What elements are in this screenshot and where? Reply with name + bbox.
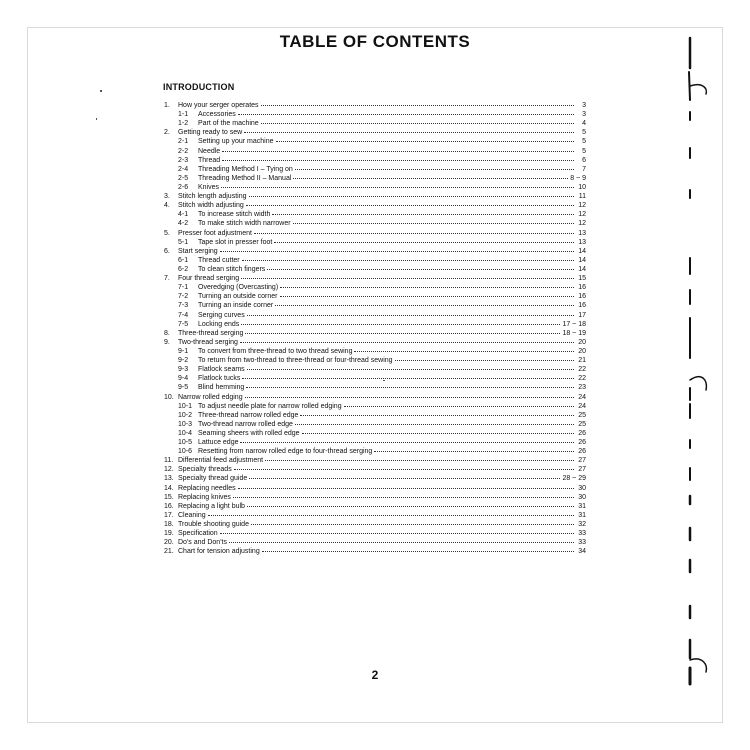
dot-leader: [251, 520, 574, 525]
dot-leader: [245, 393, 574, 398]
entry-page: 12: [578, 220, 586, 228]
dot-leader: [240, 438, 574, 443]
entry-page: 12: [578, 202, 586, 210]
entry-page: 7: [582, 165, 586, 173]
entry-page: 32: [578, 521, 586, 529]
entry-page: 31: [578, 502, 586, 510]
dot-leader: [280, 283, 574, 288]
toc-subentry: [164, 438, 586, 447]
toc-entry: [164, 128, 586, 137]
dot-leader: [241, 274, 574, 279]
entry-label: Tape slot in presser foot: [198, 238, 273, 246]
dot-leader: [234, 465, 574, 470]
toc-entry: [164, 229, 586, 238]
subentry-number: 9-4: [178, 375, 189, 383]
speck-mark: [96, 118, 97, 120]
dot-leader: [295, 165, 574, 170]
entry-label: Threading Method II – Manual: [198, 174, 292, 182]
entry-page: 8 ~ 9: [570, 174, 586, 182]
subentry-number: 2-1: [178, 138, 189, 146]
dot-leader: [220, 529, 574, 534]
page-title: TABLE OF CONTENTS: [279, 32, 471, 51]
entry-label: Stitch width adjusting: [178, 202, 244, 210]
subentry-number: 1-1: [178, 111, 189, 119]
dot-leader: [208, 511, 574, 516]
entry-page: 21: [578, 357, 586, 365]
dot-leader: [302, 429, 574, 434]
toc-subentry: [164, 420, 586, 429]
dot-leader: [233, 493, 574, 498]
entry-label: Setting up your machine: [198, 138, 274, 146]
entry-page: 5: [582, 147, 586, 155]
entry-page: 14: [578, 256, 586, 264]
subentry-number: 9-5: [178, 384, 189, 392]
dot-leader: [395, 356, 574, 361]
entry-page: 34: [578, 548, 586, 556]
dot-leader: [295, 420, 574, 425]
entry-label: Part of the machine: [198, 120, 259, 128]
entry-label: Thread cutter: [198, 256, 240, 264]
dot-leader: [238, 110, 574, 115]
entry-label: Specialty thread guide: [178, 475, 248, 483]
subentry-number: 7-3: [178, 302, 189, 310]
toc-subentry: [164, 283, 586, 292]
entry-label: Three-thread narrow rolled edge: [198, 411, 299, 419]
entry-page: 22: [578, 366, 586, 374]
dot-leader: [262, 547, 574, 552]
subentry-number: 7-4: [178, 311, 189, 319]
dot-leader: [246, 201, 574, 206]
toc-entry: [164, 201, 586, 210]
dot-leader: [242, 256, 574, 261]
entry-page: 25: [578, 420, 586, 428]
entry-number: 3.: [164, 193, 170, 201]
subentry-number: 7-5: [178, 320, 189, 328]
dot-leader: [274, 238, 574, 243]
entry-page: 22: [578, 375, 586, 383]
toc-subentry: [164, 292, 586, 301]
entry-number: 10.: [164, 393, 174, 401]
dot-leader: [247, 502, 574, 507]
entry-label: Blind hemming: [198, 384, 245, 392]
entry-page: 27: [578, 457, 586, 465]
entry-label: To convert from three-thread to two thread sewing: [198, 347, 353, 355]
subentry-number: 6-2: [178, 265, 189, 273]
dot-leader: [261, 119, 574, 124]
entry-label: Knives: [198, 183, 220, 191]
subentry-number: 2-2: [178, 147, 189, 155]
entry-number: 20.: [164, 539, 174, 547]
entry-label: To return from two-thread to three-thread or four-thread sewing: [198, 357, 393, 365]
dot-leader: [275, 301, 574, 306]
speck-mark: [100, 90, 102, 92]
dot-leader: [222, 156, 574, 161]
subentry-number: 1-2: [178, 120, 189, 128]
entry-number: 11.: [164, 457, 174, 465]
subentry-number: 4-2: [178, 220, 189, 228]
entry-label: To increase stitch width: [198, 211, 271, 219]
entry-page: 26: [578, 439, 586, 447]
entry-number: 17.: [164, 511, 174, 519]
toc-entry: [164, 520, 586, 529]
dot-leader: [241, 320, 560, 325]
entry-page: 14: [578, 247, 586, 255]
entry-label: How your serger operates: [178, 102, 259, 109]
dot-leader: [300, 411, 574, 416]
entry-label: Flatlock tucks: [198, 375, 241, 383]
dot-leader: [293, 174, 568, 179]
entry-number: 18.: [164, 521, 174, 529]
dot-leader: [249, 192, 575, 197]
toc-subentry: [164, 174, 586, 183]
entry-page: 17 ~ 18: [562, 320, 586, 328]
entry-page: 14: [578, 265, 586, 273]
entry-number: 9.: [164, 338, 170, 346]
subentry-number: 10-6: [178, 448, 193, 456]
entry-label: Threading Method I – Tying on: [198, 165, 293, 173]
dot-leader: [344, 402, 574, 407]
subentry-number: 6-1: [178, 256, 189, 264]
dot-leader: [272, 210, 574, 215]
entry-page: 3: [582, 111, 586, 119]
entry-label: Replacing a light bulb: [178, 502, 245, 510]
subentry-number: 2-6: [178, 183, 189, 191]
entry-page: 30: [578, 493, 586, 501]
entry-number: 12.: [164, 466, 174, 474]
entry-page: 25: [578, 411, 586, 419]
toc-subentry: [164, 165, 586, 174]
speck-mark: [383, 380, 385, 381]
toc-entry: [164, 484, 586, 493]
toc-subentry: [164, 356, 586, 365]
entry-number: 21.: [164, 548, 174, 556]
toc-subentry: [164, 411, 586, 420]
entry-label: Overedging (Overcasting): [198, 284, 279, 292]
entry-label: Differential feed adjustment: [178, 457, 264, 465]
dot-leader: [238, 484, 574, 489]
toc-subentry: [164, 365, 586, 374]
entry-label: Replacing knives: [178, 493, 231, 501]
entry-page: 33: [578, 530, 586, 538]
subentry-number: 2-5: [178, 174, 189, 182]
toc-subentry: [164, 210, 586, 219]
entry-page: 16: [578, 302, 586, 310]
toc-entry: [164, 538, 586, 547]
dot-leader: [265, 456, 574, 461]
entry-label: Stitch length adjusting: [178, 193, 247, 201]
section-heading: INTRODUCTION: [163, 82, 235, 92]
subentry-number: 9-1: [178, 347, 189, 355]
dot-leader: [245, 329, 560, 334]
toc-entry: [164, 101, 586, 110]
toc-subentry: [164, 320, 586, 329]
toc-subentry: [164, 183, 586, 192]
entry-label: Locking ends: [198, 320, 240, 328]
entry-label: Presser foot adjustment: [178, 229, 252, 237]
toc-subentry: [164, 265, 586, 274]
dot-leader: [267, 265, 574, 270]
toc-subentry: [164, 119, 586, 128]
manual-page: [27, 27, 723, 723]
entry-number: 7.: [164, 275, 170, 283]
entry-number: 2.: [164, 129, 170, 137]
entry-page: 3: [582, 102, 586, 109]
entry-label: Resetting from narrow rolled edge to four-thread serging: [198, 448, 373, 456]
toc-entry: [164, 529, 586, 538]
entry-label: To clean stitch fingers: [198, 265, 266, 273]
dot-leader: [374, 447, 574, 452]
entry-page: 30: [578, 484, 586, 492]
entry-label: Specialty threads: [178, 466, 232, 474]
entry-label: Specification: [178, 530, 218, 538]
toc-subentry: [164, 238, 586, 247]
toc-subentry: [164, 137, 586, 146]
entry-page: 10: [578, 183, 586, 191]
toc-entry: [164, 274, 586, 283]
entry-page: 23: [578, 384, 586, 392]
entry-label: Two-thread narrow rolled edge: [198, 420, 293, 428]
toc-subentry: [164, 429, 586, 438]
dot-leader: [354, 347, 574, 352]
toc-entry: [164, 474, 586, 483]
dot-leader: [293, 219, 574, 224]
dot-leader: [280, 292, 574, 297]
entry-page: 27: [578, 466, 586, 474]
entry-page: 20: [578, 338, 586, 346]
subentry-number: 10-4: [178, 429, 193, 437]
page-number: 2: [371, 668, 379, 682]
entry-label: Thread: [198, 156, 221, 164]
subentry-number: 7-2: [178, 293, 189, 301]
dot-leader: [222, 147, 574, 152]
dot-leader: [220, 247, 574, 252]
toc-subentry: [164, 147, 586, 156]
subentry-number: 10-5: [178, 439, 193, 447]
dot-leader: [229, 538, 574, 543]
entry-number: 4.: [164, 202, 170, 210]
toc-subentry: [164, 156, 586, 165]
entry-number: 15.: [164, 493, 174, 501]
toc-entry: [164, 493, 586, 502]
subentry-number: 5-1: [178, 238, 189, 246]
entry-label: Narrow rolled edging: [178, 393, 243, 401]
subentry-number: 10-1: [178, 402, 193, 410]
entry-label: Needle: [198, 147, 221, 155]
subentry-number: 10-2: [178, 411, 193, 419]
subentry-number: 2-4: [178, 165, 189, 173]
entry-label: To make stitch width narrower: [198, 220, 291, 228]
entry-label: Three-thread serging: [178, 329, 244, 337]
entry-label: Do's and Don'ts: [178, 539, 227, 547]
toc-subentry: [164, 374, 586, 383]
toc-subentry: [164, 347, 586, 356]
dot-leader: [247, 365, 574, 370]
entry-label: Turning an outside corner: [198, 293, 278, 301]
subentry-number: 9-3: [178, 366, 189, 374]
entry-page: 13: [578, 238, 586, 246]
entry-page: 5: [582, 129, 586, 137]
entry-label: Seaming sheers with rolled edge: [198, 429, 300, 437]
dot-leader: [249, 474, 560, 479]
entry-label: Getting ready to sew: [178, 129, 243, 137]
entry-label: Start serging: [178, 247, 218, 255]
entry-page: 5: [582, 138, 586, 146]
subentry-number: 2-3: [178, 156, 189, 164]
entry-page: 11: [578, 193, 586, 201]
entry-label: Serging curves: [198, 311, 245, 319]
toc-entry: [164, 465, 586, 474]
toc-subentry: [164, 256, 586, 265]
toc-entry: [164, 456, 586, 465]
entry-label: Accessories: [198, 111, 236, 119]
dot-leader: [244, 128, 574, 133]
entry-page: 24: [578, 402, 586, 410]
toc-subentry: [164, 110, 586, 119]
entry-page: 12: [578, 211, 586, 219]
dot-leader: [247, 311, 574, 316]
subentry-number: 10-3: [178, 420, 193, 428]
entry-label: Flatlock seams: [198, 366, 245, 374]
toc-entry: [164, 192, 586, 201]
toc-subentry: [164, 383, 586, 392]
entry-number: 5.: [164, 229, 170, 237]
entry-page: 24: [578, 393, 586, 401]
subentry-number: 4-1: [178, 211, 189, 219]
toc-subentry: [164, 301, 586, 310]
toc-entry: [164, 393, 586, 402]
entry-label: Four thread serging: [178, 275, 240, 283]
entry-page: 33: [578, 539, 586, 547]
subentry-number: 9-2: [178, 357, 189, 365]
entry-number: 13.: [164, 475, 174, 483]
subentry-number: 7-1: [178, 284, 189, 292]
toc-entry: [164, 502, 586, 511]
entry-label: Trouble shooting guide: [178, 521, 249, 529]
entry-page: 4: [582, 120, 586, 128]
entry-page: 13: [578, 229, 586, 237]
entry-page: 16: [578, 293, 586, 301]
entry-page: 26: [578, 448, 586, 456]
entry-page: 26: [578, 429, 586, 437]
entry-number: 19.: [164, 530, 174, 538]
toc-subentry: [164, 311, 586, 320]
entry-label: Turning an inside corner: [198, 302, 274, 310]
dot-leader: [276, 137, 575, 142]
dot-leader: [242, 374, 574, 379]
entry-page: 18 ~ 19: [562, 329, 586, 337]
entry-label: Replacing needles: [178, 484, 236, 492]
toc-subentry: [164, 402, 586, 411]
toc-entry: [164, 329, 586, 338]
entry-page: 15: [578, 275, 586, 283]
dot-leader: [254, 229, 574, 234]
entry-number: 14.: [164, 484, 174, 492]
entry-page: 31: [578, 511, 586, 519]
toc-entry: [164, 247, 586, 256]
binder-holes: [682, 28, 722, 724]
toc-subentry: [164, 447, 586, 456]
entry-label: Lattuce edge: [198, 439, 239, 447]
entry-label: Two-thread serging: [178, 338, 238, 346]
entry-page: 6: [582, 156, 586, 164]
entry-number: 16.: [164, 502, 174, 510]
dot-leader: [240, 338, 574, 343]
entry-page: 16: [578, 284, 586, 292]
entry-page: 17: [578, 311, 586, 319]
entry-label: Cleaning: [178, 511, 206, 519]
entry-page: 28 ~ 29: [562, 475, 586, 483]
dot-leader: [221, 183, 574, 188]
dot-leader: [261, 101, 574, 106]
toc-entry: [164, 547, 586, 556]
toc-entry: [164, 338, 586, 347]
toc-subentry: [164, 219, 586, 228]
entry-page: 20: [578, 347, 586, 355]
toc-entry: [164, 511, 586, 520]
entry-number: 6.: [164, 247, 170, 255]
entry-number: 1.: [164, 102, 170, 109]
dot-leader: [246, 383, 574, 388]
entry-label: To adjust needle plate for narrow rolled edging: [198, 402, 342, 410]
table-of-contents: [164, 101, 586, 556]
entry-number: 8.: [164, 329, 170, 337]
entry-label: Chart for tension adjusting: [178, 548, 260, 556]
